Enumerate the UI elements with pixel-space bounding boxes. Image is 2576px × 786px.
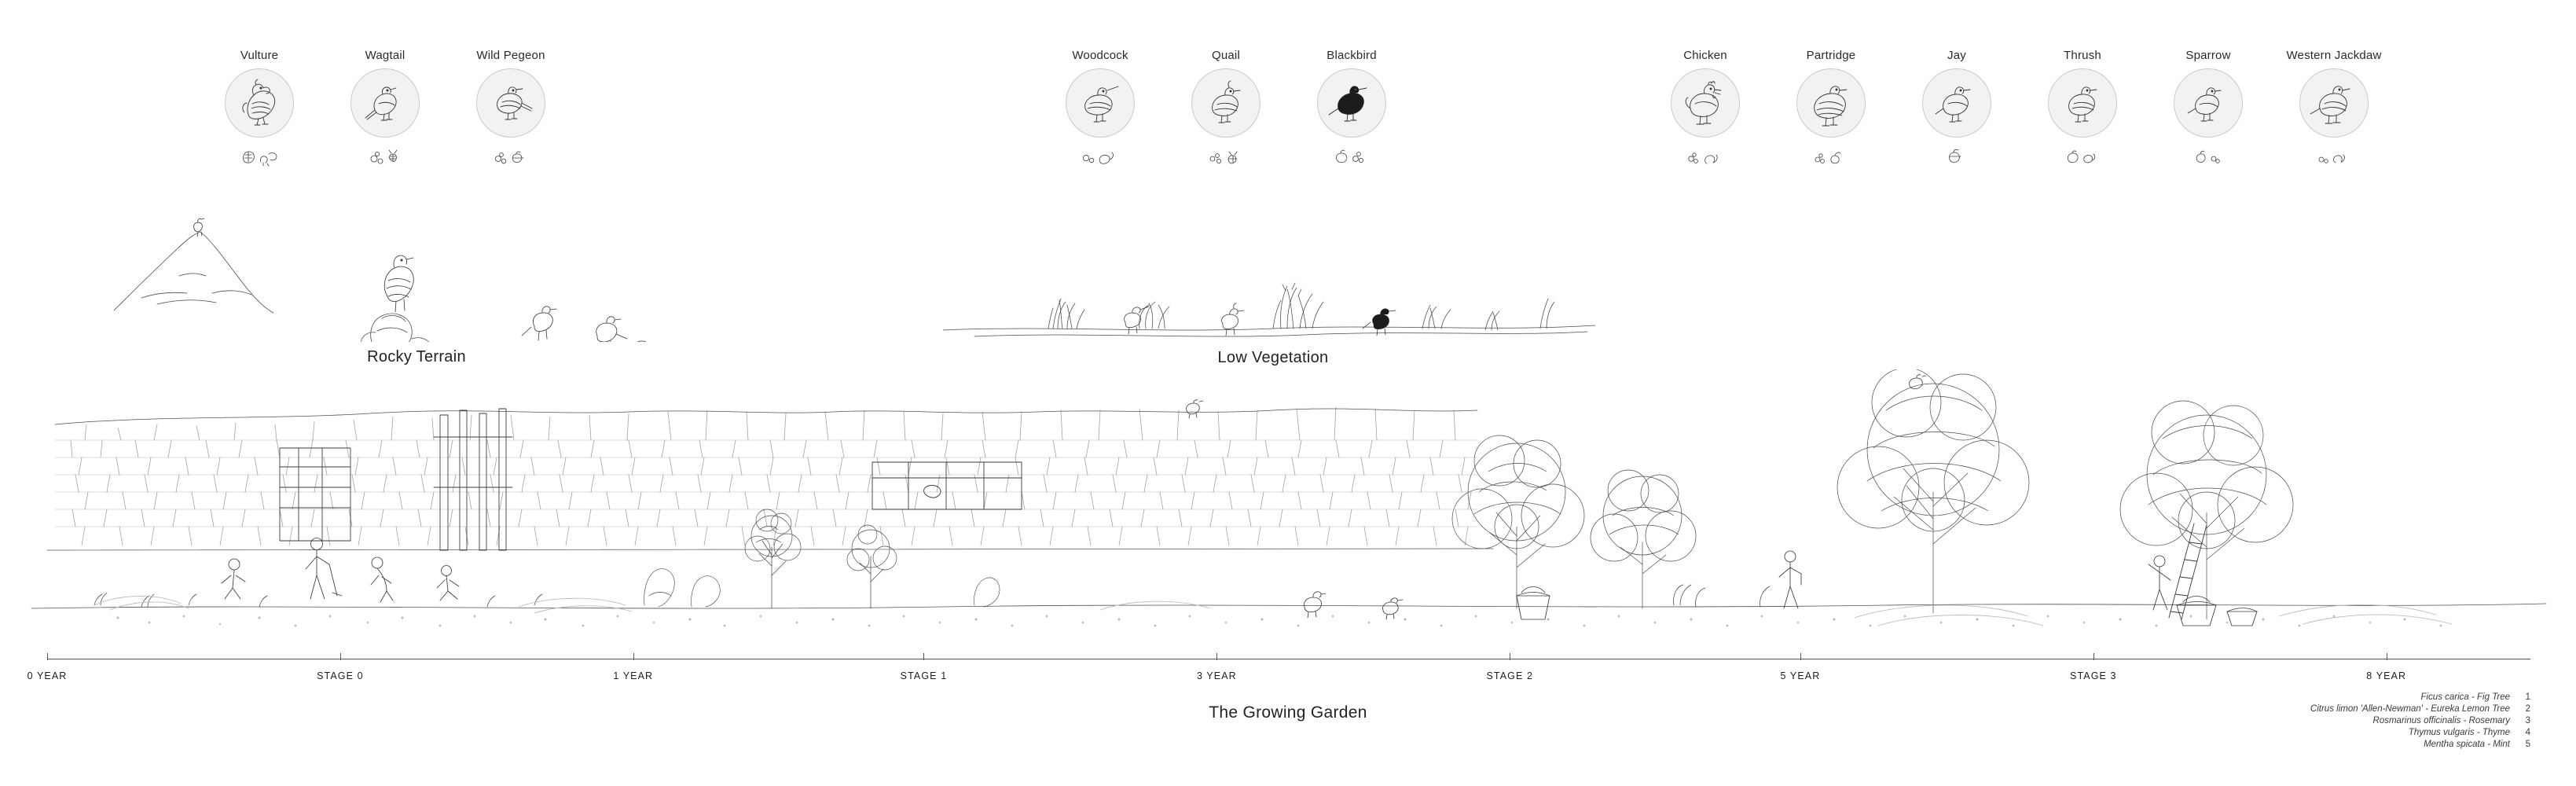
timeline-label-5: STAGE 2	[1486, 670, 1534, 681]
wagtail-food-icons	[346, 143, 424, 170]
blackbird-icon	[1317, 68, 1386, 138]
plant-legend-text: Thymus vulgaris - Thyme	[2408, 728, 2510, 737]
bird-card-vulture[interactable]	[196, 49, 322, 170]
plant-legend-number: 3	[2525, 716, 2530, 725]
woodcock-icon	[1066, 68, 1135, 138]
chicken-icon	[1671, 68, 1740, 138]
bird-name: Wagtail	[365, 49, 405, 62]
vulture-icon	[225, 68, 294, 138]
bird-card-partridge[interactable]	[1768, 49, 1894, 170]
timeline-tick	[1216, 653, 1217, 660]
western-jackdaw-icon	[2299, 68, 2369, 138]
partridge-icon	[1796, 68, 1866, 138]
bird-card-woodcock[interactable]	[1037, 49, 1163, 170]
plant-legend-number: 1	[2525, 692, 2530, 702]
timeline-tick	[340, 653, 341, 660]
habitat-label-low-vegetation: Low Vegetation	[1217, 349, 1329, 366]
plant-legend-row	[2310, 739, 2530, 751]
plant-legend-row	[2310, 703, 2530, 715]
bird-name: Thrush	[2064, 49, 2101, 62]
bird-card-thrush[interactable]	[2020, 49, 2145, 170]
plant-legend-text: Citrus limon 'Allen-Newman' - Eureka Lemon Tree	[2310, 704, 2510, 714]
bird-card-western-jackdaw[interactable]	[2271, 49, 2397, 170]
habitat-label-rocky-terrain: Rocky Terrain	[367, 348, 466, 365]
bird-card-wild-pegeon[interactable]	[448, 49, 574, 170]
plant-legend-text: Mentha spicata - Mint	[2424, 740, 2510, 749]
jay-icon	[1922, 68, 1991, 138]
timeline-tick	[2093, 653, 2094, 660]
bird-card-jay[interactable]	[1894, 49, 2020, 170]
wild-pegeon-food-icons	[472, 143, 550, 170]
bird-card-chicken[interactable]	[1642, 49, 1768, 170]
timeline-label-4: 3 YEAR	[1196, 670, 1237, 681]
timeline-label-3: STAGE 1	[900, 670, 948, 681]
timeline-label-2: 1 YEAR	[613, 670, 654, 681]
plant-legend-row	[2310, 692, 2530, 703]
plant-legend	[2310, 692, 2530, 751]
bird-name: Jay	[1947, 49, 1966, 62]
sparrow-icon	[2174, 68, 2243, 138]
timeline-label-7: STAGE 3	[2070, 670, 2117, 681]
bird-name: Quail	[1211, 49, 1241, 62]
timeline-tick	[923, 653, 924, 660]
bird-name: Vulture	[240, 49, 279, 62]
blackbird-food-icons	[1312, 143, 1391, 170]
bird-group-garden	[1642, 49, 2397, 170]
plant-legend-number: 2	[2525, 704, 2530, 714]
bird-card-wagtail[interactable]	[322, 49, 448, 170]
western-jackdaw-food-icons	[2295, 143, 2373, 170]
jay-food-icons	[1917, 143, 1996, 170]
plant-legend-number: 5	[2525, 740, 2530, 749]
wild-pegeon-icon	[476, 68, 545, 138]
timeline-tick	[1800, 653, 1801, 660]
bird-group-rocky-terrain	[196, 49, 574, 170]
timeline-tick	[633, 653, 634, 660]
page-title: The Growing Garden	[1209, 703, 1367, 722]
bird-group-low-vegetation	[1037, 49, 1415, 170]
thrush-food-icons	[2043, 143, 2122, 170]
woodcock-food-icons	[1061, 143, 1139, 170]
bird-name: Woodcock	[1072, 49, 1128, 62]
bird-name: Wild Pegeon	[476, 49, 545, 62]
quail-icon	[1191, 68, 1260, 138]
bird-card-blackbird[interactable]	[1289, 49, 1415, 170]
bird-name: Sparrow	[2185, 49, 2231, 62]
timeline-label-6: 5 YEAR	[1780, 670, 1821, 681]
sparrow-food-icons	[2169, 143, 2248, 170]
bird-name: Blackbird	[1327, 49, 1377, 62]
plant-legend-text: Ficus carica - Fig Tree	[2420, 692, 2510, 702]
partridge-food-icons	[1792, 143, 1870, 170]
plant-legend-number: 4	[2525, 728, 2530, 737]
bird-name: Western Jackdaw	[2286, 49, 2382, 62]
timeline-axis	[27, 659, 2530, 681]
plant-legend-text: Rosmarinus officinalis - Rosemary	[2372, 716, 2510, 725]
plant-legend-row	[2310, 727, 2530, 739]
timeline-label-1: STAGE 0	[317, 670, 364, 681]
timeline-label-8: 8 YEAR	[2366, 670, 2407, 681]
bird-name: Partridge	[1806, 49, 1856, 62]
wagtail-icon	[350, 68, 420, 138]
bird-card-sparrow[interactable]	[2145, 49, 2271, 170]
timeline-label-0: 0 YEAR	[27, 670, 68, 681]
chicken-food-icons	[1666, 143, 1745, 170]
timeline-tick	[47, 653, 48, 660]
habitat-scene-low-vegetation	[943, 259, 1603, 369]
garden-section-drawing	[0, 369, 2576, 660]
bird-name: Chicken	[1683, 49, 1727, 62]
vulture-food-icons	[220, 143, 299, 170]
thrush-icon	[2048, 68, 2117, 138]
bird-card-quail[interactable]	[1163, 49, 1289, 170]
habitat-scene-rocky-terrain	[94, 200, 739, 365]
plant-legend-row	[2310, 715, 2530, 727]
quail-food-icons	[1187, 143, 1265, 170]
